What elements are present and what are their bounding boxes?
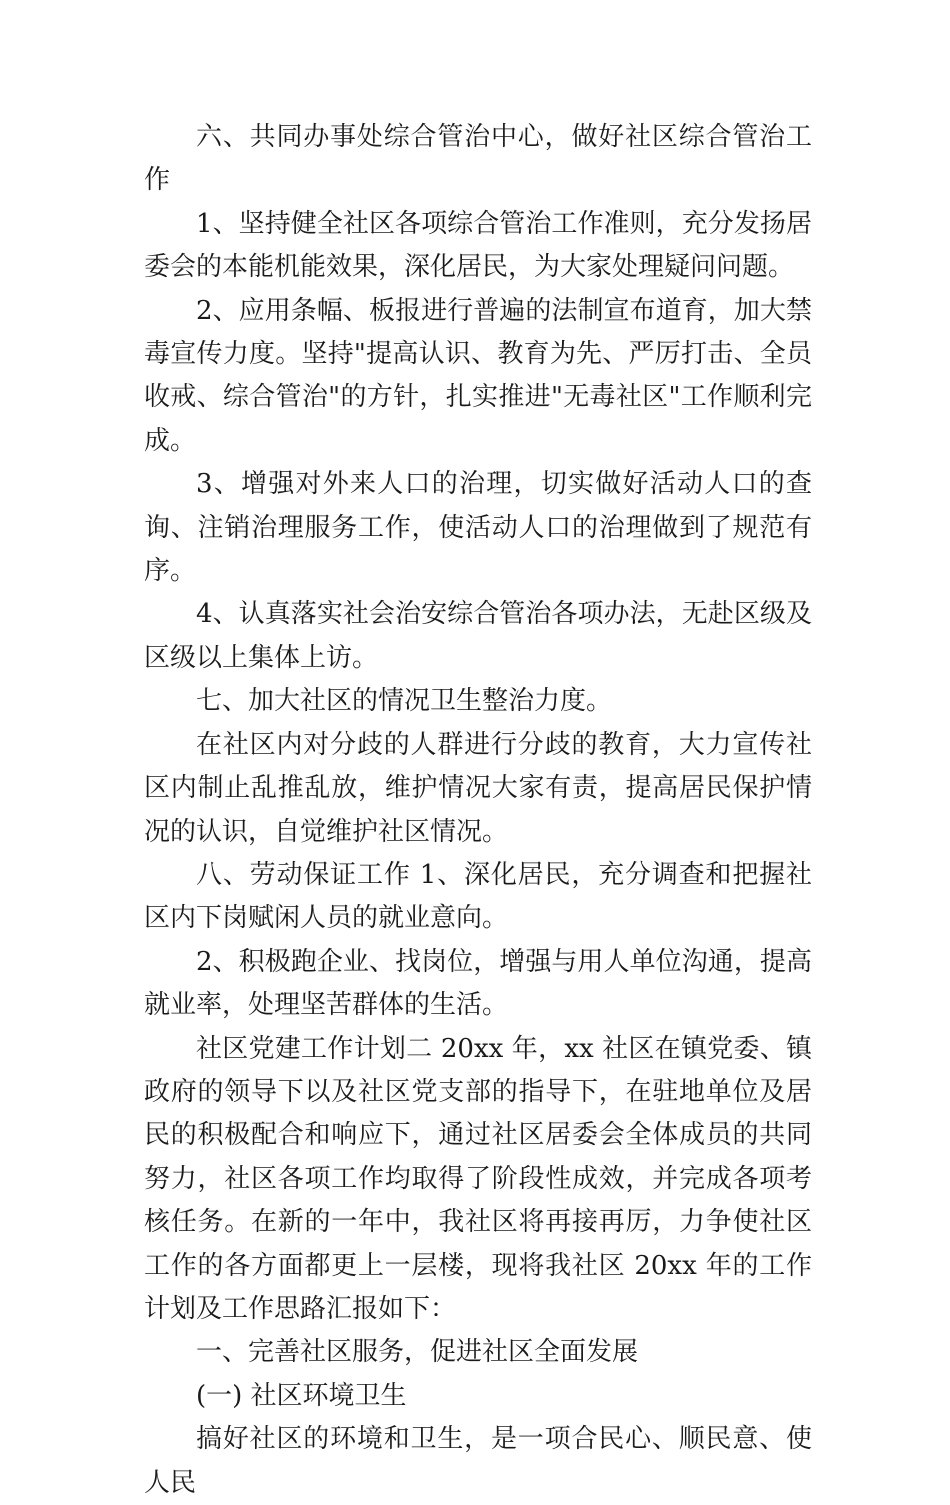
paragraph: 4、认真落实社会治安综合管治各项办法，无赴区级及区级以上集体上访。 [144,599,812,673]
section-heading-7: 七、加大社区的情况卫生整治力度。 [196,686,613,717]
paragraph: 搞好社区的环境和卫生，是一项合民心、顺民意、使人民 [144,1424,812,1498]
paragraph: 1、坚持健全社区各项综合管治工作准则，充分发扬居委会的本能机能效果，深化居民，为大家处理疑问问题。 [144,208,812,283]
paragraph: 3、增强对外来人口的治理，切实做好活动人口的查询、注销治理服务工作，使活动人口的治理做到了规范有序。 [144,469,812,587]
document-body [144,116,812,1505]
section-heading-1: 一、完善社区服务，促进社区全面发展 [196,1337,639,1368]
paragraph: 2、积极跑企业、找岗位，增强与用人单位沟通，提高就业率，处理坚苦群体的生活。 [144,946,812,1021]
section-heading-6: 六、共同办事处综合管治中心，做好社区综合管治工作 [144,122,812,196]
paragraph: 在社区内对分歧的人群进行分歧的教育，大力宣传社区内制止乱推乱放，维护情况大家有责，提高居民保护情况的认识，自觉维护社区情况。 [144,729,812,847]
paragraph: 2、应用条幅、板报进行普遍的法制宣布道育，加大禁毒宣传力度。坚持"提高认识、教育为先、严厉打击、全员收戒、综合管治"的方针，扎实推进"无毒社区"工作顺利完成。 [144,295,812,456]
subsection-heading: (一) 社区环境卫生 [196,1380,407,1411]
paragraph: 社区党建工作计划二 20xx 年，xx 社区在镇党委、镇政府的领导下以及社区党支部的指导下，在驻地单位及居民的积极配合和响应下，通过社区居委会全体成员的共同努力，社区各项工作均取得了阶段性成效，并完成各项考核任务。在新的一年中，我社区将再接再厉，力争使社区工作的各方面都更上一层楼，现将我社区 20xx 年的工作计划及工作思路汇报如下： [144,1033,812,1324]
section-heading-8: 八、劳动保证工作 1、深化居民，充分调查和把握社区内下岗赋闲人员的就业意向。 [144,859,812,934]
